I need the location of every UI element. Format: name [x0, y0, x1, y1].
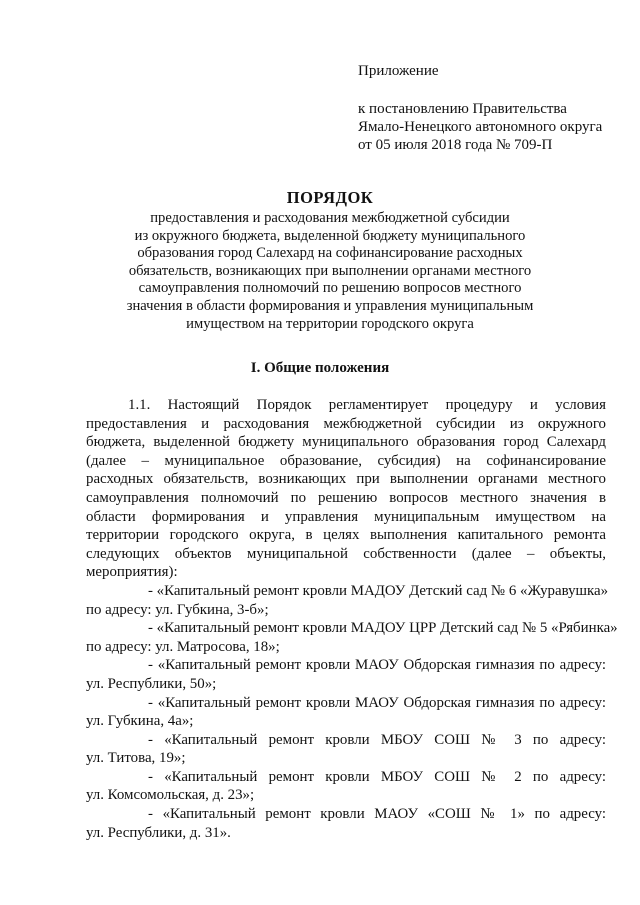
paragraph-line: следующих объектов муниципальной собственности (далее – объекты,	[86, 545, 606, 562]
appendix-line: к постановлению Правительства	[358, 101, 567, 117]
list-item-line: ул. Республики, 50»;	[86, 675, 217, 692]
paragraph-line: территории городского округа, в целях выполнения капитального ремонта	[86, 527, 606, 544]
list-item-line: - «Капитальный ремонт кровли МБОУ СОШ № 2 по адресу:	[148, 768, 606, 785]
list-item-line: ул. Титова, 19»;	[86, 750, 186, 767]
appendix-header	[358, 62, 602, 154]
list-item	[86, 656, 606, 693]
list-item-line: ул. Комсомольская, д. 23»;	[86, 787, 255, 804]
subtitle-line: самоуправления полномочий по решению вопросов местного	[138, 280, 522, 297]
subtitle-line: из окружного бюджета, выделенной бюджету муниципального	[134, 227, 526, 244]
list-item	[86, 694, 606, 731]
list-item-line: - «Капитальный ремонт кровли МАДОУ ЦРР Детский сад № 5 «Рябинка»	[148, 620, 618, 637]
subtitle-line: образования город Салехард на софинансирование расходных	[137, 245, 523, 262]
list-item-line: - «Капитальный ремонт кровли МАОУ Обдорская гимназия по адресу:	[148, 657, 606, 674]
list-item-line: - «Капитальный ремонт кровли МАОУ «СОШ № 1» по адресу:	[148, 806, 606, 823]
subtitle-line: предоставления и расходования межбюджетной субсидии	[150, 210, 510, 226]
document-title: ПОРЯДОК	[286, 188, 374, 207]
paragraph-line: самоуправления полномочий по решению вопросов местного значения в	[86, 489, 606, 506]
paragraph-line: бюджета, выделенной бюджету муниципального образования город Салехард	[86, 434, 606, 451]
list-item-line: по адресу: ул. Матросова, 18»;	[86, 638, 280, 655]
appendix-label: Приложение	[358, 63, 439, 79]
paragraph-line: мероприятия):	[86, 564, 178, 581]
subtitle-line: значения в области формирования и управления муниципальным	[126, 297, 534, 314]
document-subtitle	[120, 210, 540, 333]
appendix-line: Ямало-Ненецкого автономного округа	[358, 119, 603, 135]
list-item	[86, 805, 606, 842]
paragraph-line: области формирования и управления муниципальным имуществом на	[86, 508, 606, 525]
subtitle-line: имуществом на территории городского округа	[186, 315, 474, 332]
list-item-line: ул. Губкина, 4а»;	[86, 713, 194, 730]
document-body	[86, 396, 618, 842]
title-block	[120, 188, 540, 333]
list-item-line: - «Капитальный ремонт кровли МАОУ Обдорская гимназия по адресу:	[148, 694, 606, 711]
paragraph-line: предоставления и расходования межбюджетной субсидии из окружного	[86, 415, 606, 432]
list-item-line: ул. Республики, д. 31».	[86, 824, 231, 841]
list-item	[86, 582, 609, 619]
section-title: I. Общие положения	[250, 360, 390, 376]
list-item	[86, 619, 618, 656]
subtitle-line: обязательств, возникающих при выполнении органами местного	[128, 262, 532, 279]
paragraph-line: (далее – муниципальное образование, субсидия) на софинансирование	[86, 452, 606, 469]
list-item-line: - «Капитальный ремонт кровли МБОУ СОШ № 3 по адресу:	[148, 731, 606, 748]
list-item-line: - «Капитальный ремонт кровли МАДОУ Детский сад № 6 «Журавушка»	[148, 582, 609, 599]
appendix-line: от 05 июля 2018 года № 709-П	[358, 137, 553, 153]
list-item-line: по адресу: ул. Губкина, 3-б»;	[86, 601, 269, 618]
list-item	[86, 731, 606, 768]
list-item	[86, 768, 606, 805]
paragraph-line: 1.1. Настоящий Порядок регламентирует процедуру и условия	[128, 397, 606, 413]
paragraph-line: расходных обязательств, возникающих при выполнении органами местного	[86, 471, 606, 488]
